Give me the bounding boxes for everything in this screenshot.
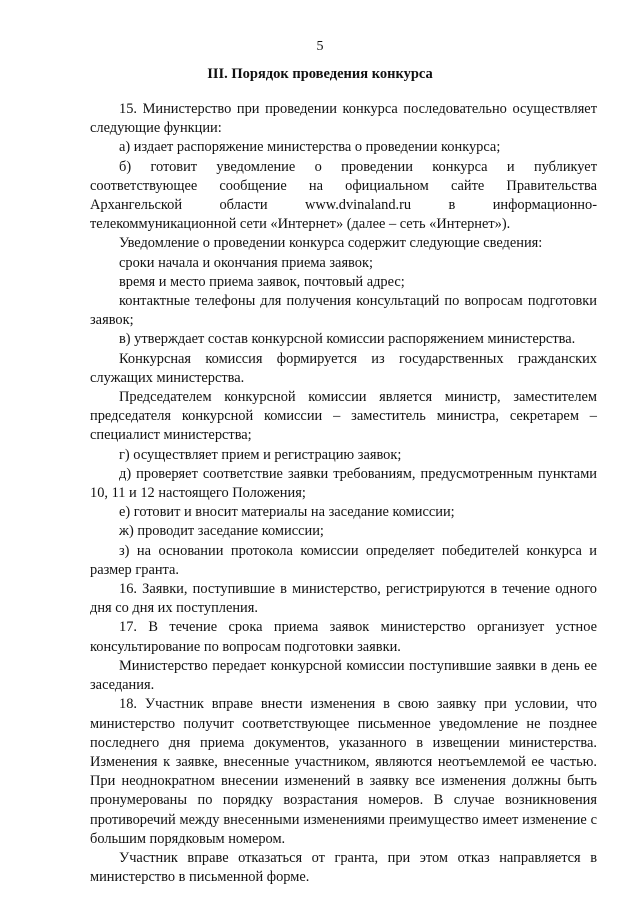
paragraph-15d: д) проверяет соответствие заявки требованиям, предусмотренным пунктами 10, 11 и 12 настоящего Положения; <box>90 465 597 502</box>
page-number: 5 <box>316 39 324 54</box>
document-body <box>90 100 597 887</box>
paragraph-15v: в) утверждает состав конкурсной комиссии распоряжением министерства. <box>119 331 576 348</box>
paragraph-15e: е) готовит и вносит материалы на заседание комиссии; <box>119 504 455 521</box>
paragraph-18-refusal: Участник вправе отказаться от гранта, при этом отказ направляется в министерство в письменной форме. <box>90 849 597 886</box>
section-title: III. Порядок проведения конкурса <box>207 66 433 82</box>
paragraph-18: 18. Участник вправе внести изменения в свою заявку при условии, что министерство получит соответствующее письменное уведомление не позднее последнего дня приема документов, указанного в извещении министерства. Изменения к заявке, внесенные участником, являются неотъемлемой ее частью. При неоднократном внесении изменений в заявку все изменения должны быть пронумерованы по порядку возрастания номеров. В случае возникновения противоречий между внесенными изменениями преимущество имеет изменение с большим порядковым номером. <box>90 696 597 847</box>
paragraph-commission-chair: Председателем конкурсной комиссии является министр, заместителем председателя конкурсной комиссии – заместитель министра, секретарем – специалист министерства; <box>90 389 597 444</box>
paragraph-15zh: ж) проводит заседание комиссии; <box>119 523 324 540</box>
paragraph-15a: а) издает распоряжение министерства о проведении конкурса; <box>119 139 501 156</box>
paragraph-commission-formation: Конкурсная комиссия формируется из государственных гражданских служащих министерства. <box>90 350 597 386</box>
paragraph-17-transfer: Министерство передает конкурсной комиссии поступившие заявки в день ее заседания. <box>90 657 597 694</box>
paragraph-notice-phones: контактные телефоны для получения консультаций по вопросам подготовки заявок; <box>90 293 597 329</box>
paragraph-16: 16. Заявки, поступившие в министерство, регистрируются в течение одного дня со дня их поступления. <box>90 581 597 617</box>
paragraph-17: 17. В течение срока приема заявок министерство организует устное консультирование по вопросам подготовки заявки. <box>90 619 597 655</box>
paragraph-15: 15. Министерство при проведении конкурса последовательно осуществляет следующие функции: <box>90 101 597 137</box>
paragraph-15z: з) на основании протокола комиссии определяет победителей конкурса и размер гранта. <box>90 542 597 578</box>
paragraph-15g: г) осуществляет прием и регистрацию заявок; <box>119 446 402 463</box>
paragraph-notice-intro: Уведомление о проведении конкурса содержит следующие сведения: <box>119 235 543 252</box>
paragraph-notice-place: время и место приема заявок, почтовый адрес; <box>119 273 405 290</box>
paragraph-15b: б) готовит уведомление о проведении конкурса и публикует соответствующее сообщение на официальном сайте Правительства Архангельской области www.dvinaland.ru в информационно-телекоммуникационной сети «Интернет» (далее – сеть «Интернет»). <box>90 158 597 233</box>
paragraph-notice-deadlines: сроки начала и окончания приема заявок; <box>119 254 373 271</box>
